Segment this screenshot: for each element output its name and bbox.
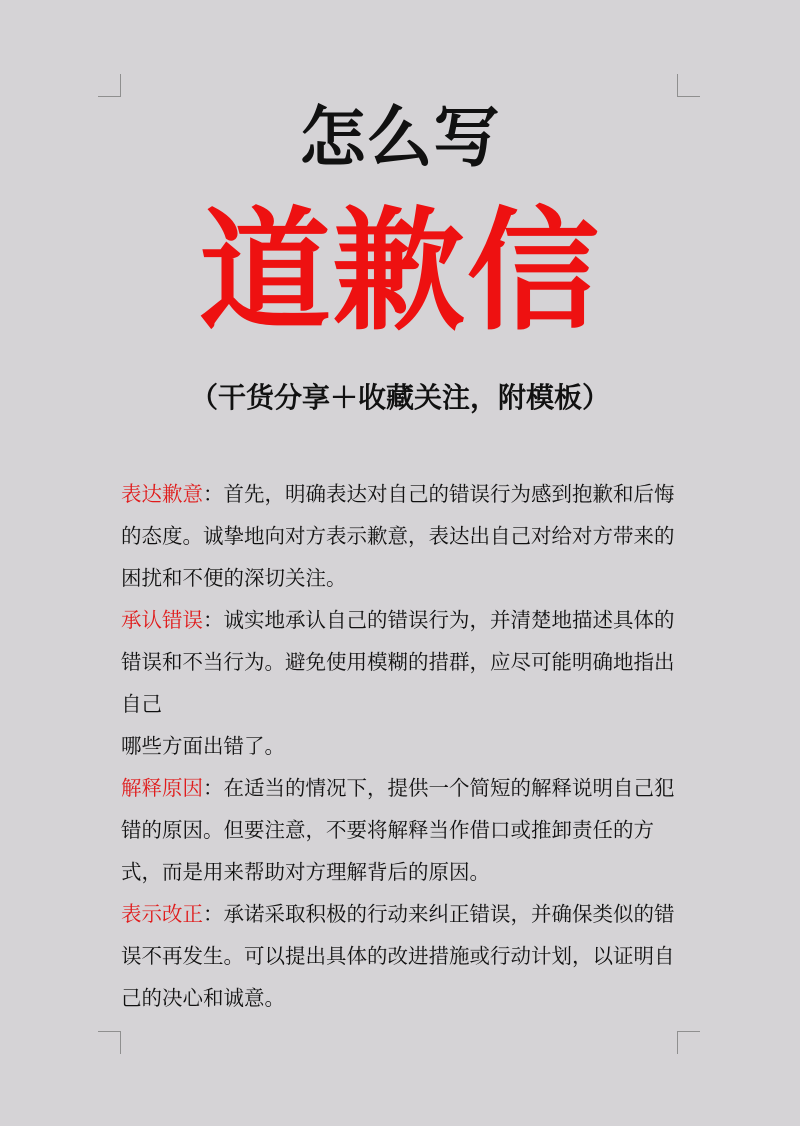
title-line-2: 道歉信	[199, 195, 601, 349]
section-text: ：诚实地承认自己的错误行为，并清楚地描述具体的错误和不当行为。避免使用模糊的措群，应尽可能明确地指出自己	[121, 608, 675, 716]
section-explain-reason	[121, 767, 681, 893]
crop-mark-top-right	[677, 74, 700, 97]
section-express-apology	[121, 473, 681, 599]
section-text: ：首先，明确表达对自己的错误行为感到抱歉和后悔的态度。诚挚地向对方表示歉意，表达出自己对给对方带来的困扰和不便的深切关注。	[121, 482, 675, 590]
section-heading: 解释原因	[121, 776, 203, 800]
subtitle: （干货分享＋收藏关注，附模板）	[189, 381, 610, 414]
crop-mark-bottom-left	[98, 1031, 121, 1054]
title-line-1: 怎么写	[299, 99, 501, 176]
section-heading: 表达歉意	[121, 482, 203, 506]
body-text	[121, 473, 681, 1019]
crop-mark-top-left	[98, 74, 121, 97]
section-heading: 表示改正	[121, 902, 203, 926]
section-heading: 承认错误	[121, 608, 203, 632]
section-admit-mistake	[121, 599, 681, 725]
section-admit-mistake-extra: 哪些方面出错了。	[121, 734, 285, 758]
section-text: ：在适当的情况下，提供一个简短的解释说明自己犯错的原因。但要注意，不要将解释当作借口或推卸责任的方式，而是用来帮助对方理解背后的原因。	[121, 776, 675, 884]
section-promise-correction	[121, 893, 681, 1019]
section-text: ：承诺采取积极的行动来纠正错误，并确保类似的错误不再发生。可以提出具体的改进措施或行动计划，以证明自己的决心和诚意。	[121, 902, 675, 1010]
crop-mark-bottom-right	[677, 1031, 700, 1054]
